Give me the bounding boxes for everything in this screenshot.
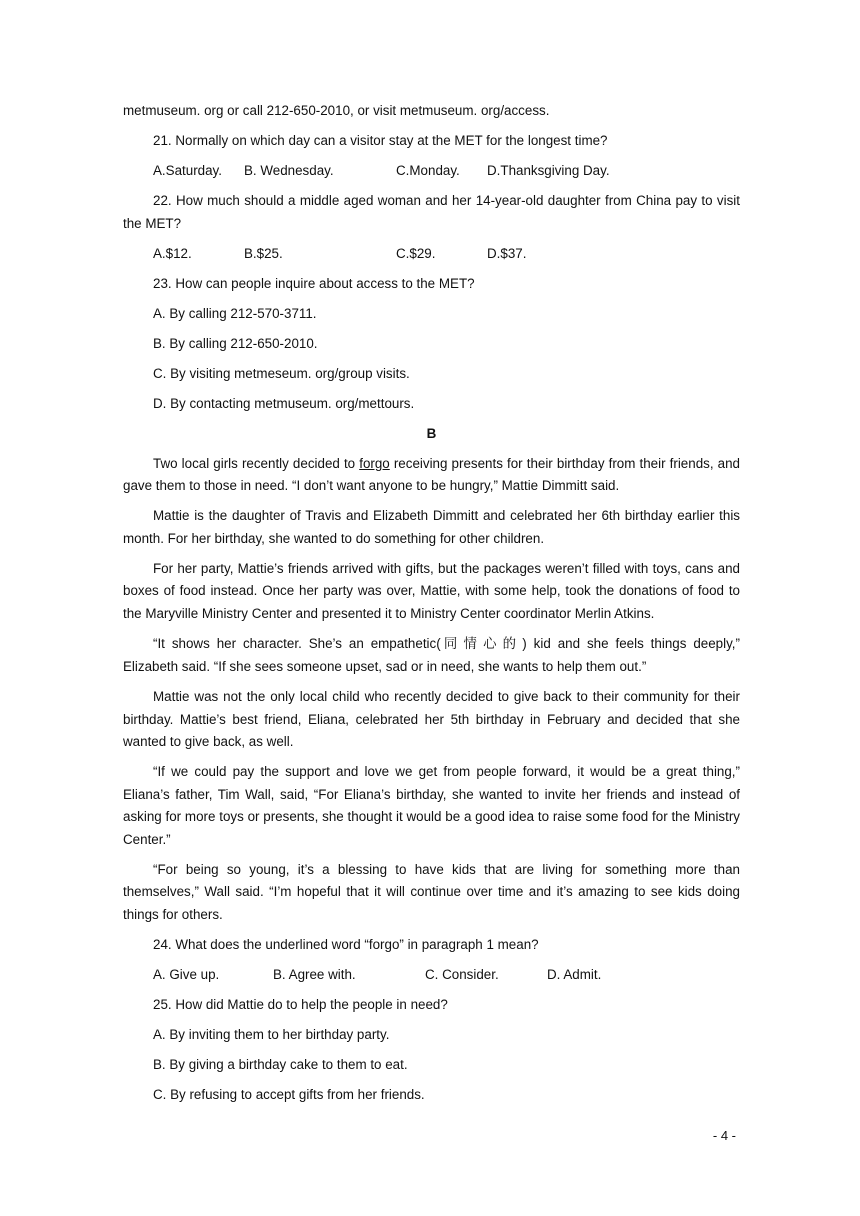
question-22: 22. How much should a middle aged woman and her 14-year-old daughter from China pay to visit the MET?: [123, 193, 740, 231]
option-b: B. Agree with.: [273, 966, 356, 982]
paragraph-4-text-before: “It shows her character. She’s an empathetic(: [153, 635, 441, 651]
option-a: A.Saturday.: [153, 163, 222, 178]
question-21-options: [153, 160, 740, 183]
option-c: C. Consider.: [425, 966, 499, 982]
option-d: D.$37.: [487, 245, 527, 261]
option-d: D. Admit.: [547, 966, 602, 982]
option-c: C. By visiting metmeseum. org/group visits.: [153, 365, 410, 381]
option-d: D.Thanksgiving Day.: [487, 163, 610, 178]
option-a: A. By inviting them to her birthday party.: [153, 1026, 390, 1042]
question-23: 23. How can people inquire about access to the MET?: [153, 275, 475, 291]
option-a: A. Give up.: [153, 966, 220, 982]
section-heading-b: B: [426, 425, 437, 441]
paragraph-2: Mattie is the daughter of Travis and Elizabeth Dimmitt and celebrated her 6th birthday earlier this month. For her birthday, she wanted to do something for other children.: [123, 508, 740, 546]
paragraph-6: “If we could pay the support and love we get from people forward, it would be a great thing,” Eliana’s father, Tim Wall, said, “For Eliana’s birthday, she wanted to invite her friends and instead of asking for more toys or presents, she thought it would be a good idea to raise some food for the Ministry Center.”: [123, 764, 740, 847]
paragraph-5: Mattie was not the only local child who recently decided to give back to their community for their birthday. Mattie’s best friend, Eliana, celebrated her 5th birthday in February and decided that she wanted to give back, as well.: [123, 689, 740, 749]
option-c: C. By refusing to accept gifts from her friends.: [153, 1086, 425, 1102]
paragraph-4: [123, 633, 740, 679]
option-c: C.Monday.: [396, 163, 460, 178]
paragraph-4-text-after: ) kid and she feels things deeply,” Elizabeth said. “If she sees someone upset, sad or in need, she wants to help them out.”: [123, 635, 740, 674]
document-page: [123, 100, 740, 1114]
option-a: A.$12.: [153, 245, 192, 261]
paragraph-7: “For being so young, it’s a blessing to have kids that are living for something more than themselves,” Wall said. “I’m hopeful that it will continue over time and it’s amazing to see kids doing things for others.: [123, 861, 740, 922]
option-b: B. Wednesday.: [244, 163, 334, 178]
question-22-options: [153, 243, 740, 266]
paragraph-1-text-before: Two local girls recently decided to: [153, 455, 360, 471]
question-25: 25. How did Mattie do to help the people in need?: [153, 996, 448, 1012]
paragraph-1-text-after: receiving presents for their birthday from their friends, and gave them to those in need. “I don’t want anyone to be hungry,” Mattie Dimmitt said.: [123, 455, 740, 493]
question-21: 21. Normally on which day can a visitor stay at the MET for the longest time?: [153, 133, 608, 148]
question-24-options: [153, 964, 740, 987]
intro-line: metmuseum. org or call 212-650-2010, or visit metmuseum. org/access.: [123, 103, 550, 118]
paragraph-3: For her party, Mattie’s friends arrived with gifts, but the packages weren’t filled with toys, cans and boxes of food instead. Once her party was over, Mattie, with some help, took the donations of food to the Maryville Ministry Center and presented it to Ministry Center coordinator Merlin Atkins.: [123, 560, 740, 621]
option-a: A. By calling 212-570-3711.: [153, 305, 317, 321]
option-b: B.$25.: [244, 245, 283, 261]
page-number: - 4 -: [712, 1128, 736, 1143]
option-b: B. By giving a birthday cake to them to eat.: [153, 1056, 408, 1072]
chinese-gloss: 同情心的: [440, 636, 523, 652]
option-d: D. By contacting metmuseum. org/mettours.: [153, 395, 415, 411]
question-24: 24. What does the underlined word “forgo” in paragraph 1 mean?: [153, 936, 539, 952]
paragraph-1: [123, 453, 740, 498]
underlined-word: forgo: [359, 455, 390, 471]
option-c: C.$29.: [396, 245, 436, 261]
option-b: B. By calling 212-650-2010.: [153, 335, 318, 351]
